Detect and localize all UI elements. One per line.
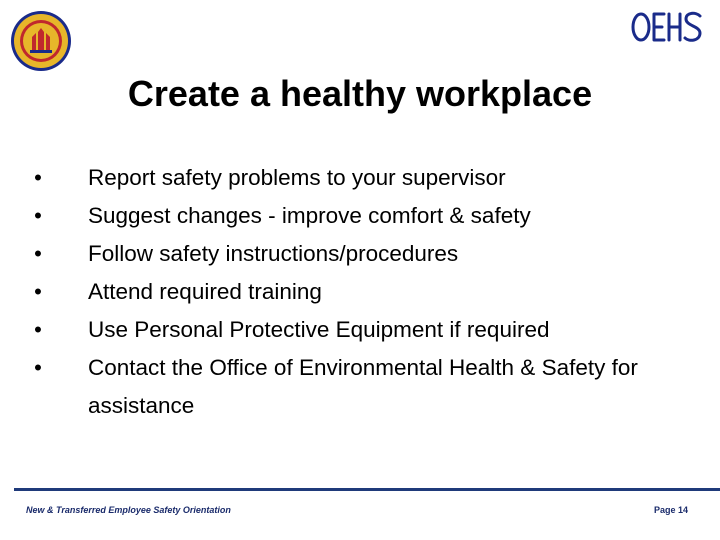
footer-title: New & Transferred Employee Safety Orientation — [26, 505, 231, 515]
bullet-list — [28, 159, 688, 425]
bullet-text: Report safety problems to your supervisor — [88, 165, 506, 190]
bullet-text: Attend required training — [88, 279, 322, 304]
slide-title: Create a healthy workplace — [127, 73, 593, 114]
bullet-icon: • — [34, 355, 42, 380]
bullet-item — [28, 197, 688, 235]
bullet-item — [28, 349, 688, 425]
bullet-icon: • — [34, 279, 42, 304]
bullet-icon: • — [34, 165, 42, 190]
footer-divider — [14, 488, 720, 491]
bullet-text: Suggest changes - improve comfort & safety — [88, 203, 531, 228]
bullet-item — [28, 273, 688, 311]
page-number: Page 14 — [653, 505, 688, 515]
bullet-text: Contact the Office of Environmental Health & Safety for assistance — [88, 355, 638, 418]
bullet-item — [28, 311, 688, 349]
bullet-icon: • — [34, 241, 42, 266]
oehs-logo — [630, 8, 706, 46]
university-seal-icon — [10, 10, 72, 72]
bullet-item — [28, 159, 688, 197]
bullet-icon: • — [34, 203, 42, 228]
bullet-text: Follow safety instructions/procedures — [88, 241, 459, 266]
bullet-icon: • — [34, 317, 42, 342]
bullet-item — [28, 235, 688, 273]
bullet-text: Use Personal Protective Equipment if required — [88, 317, 550, 342]
